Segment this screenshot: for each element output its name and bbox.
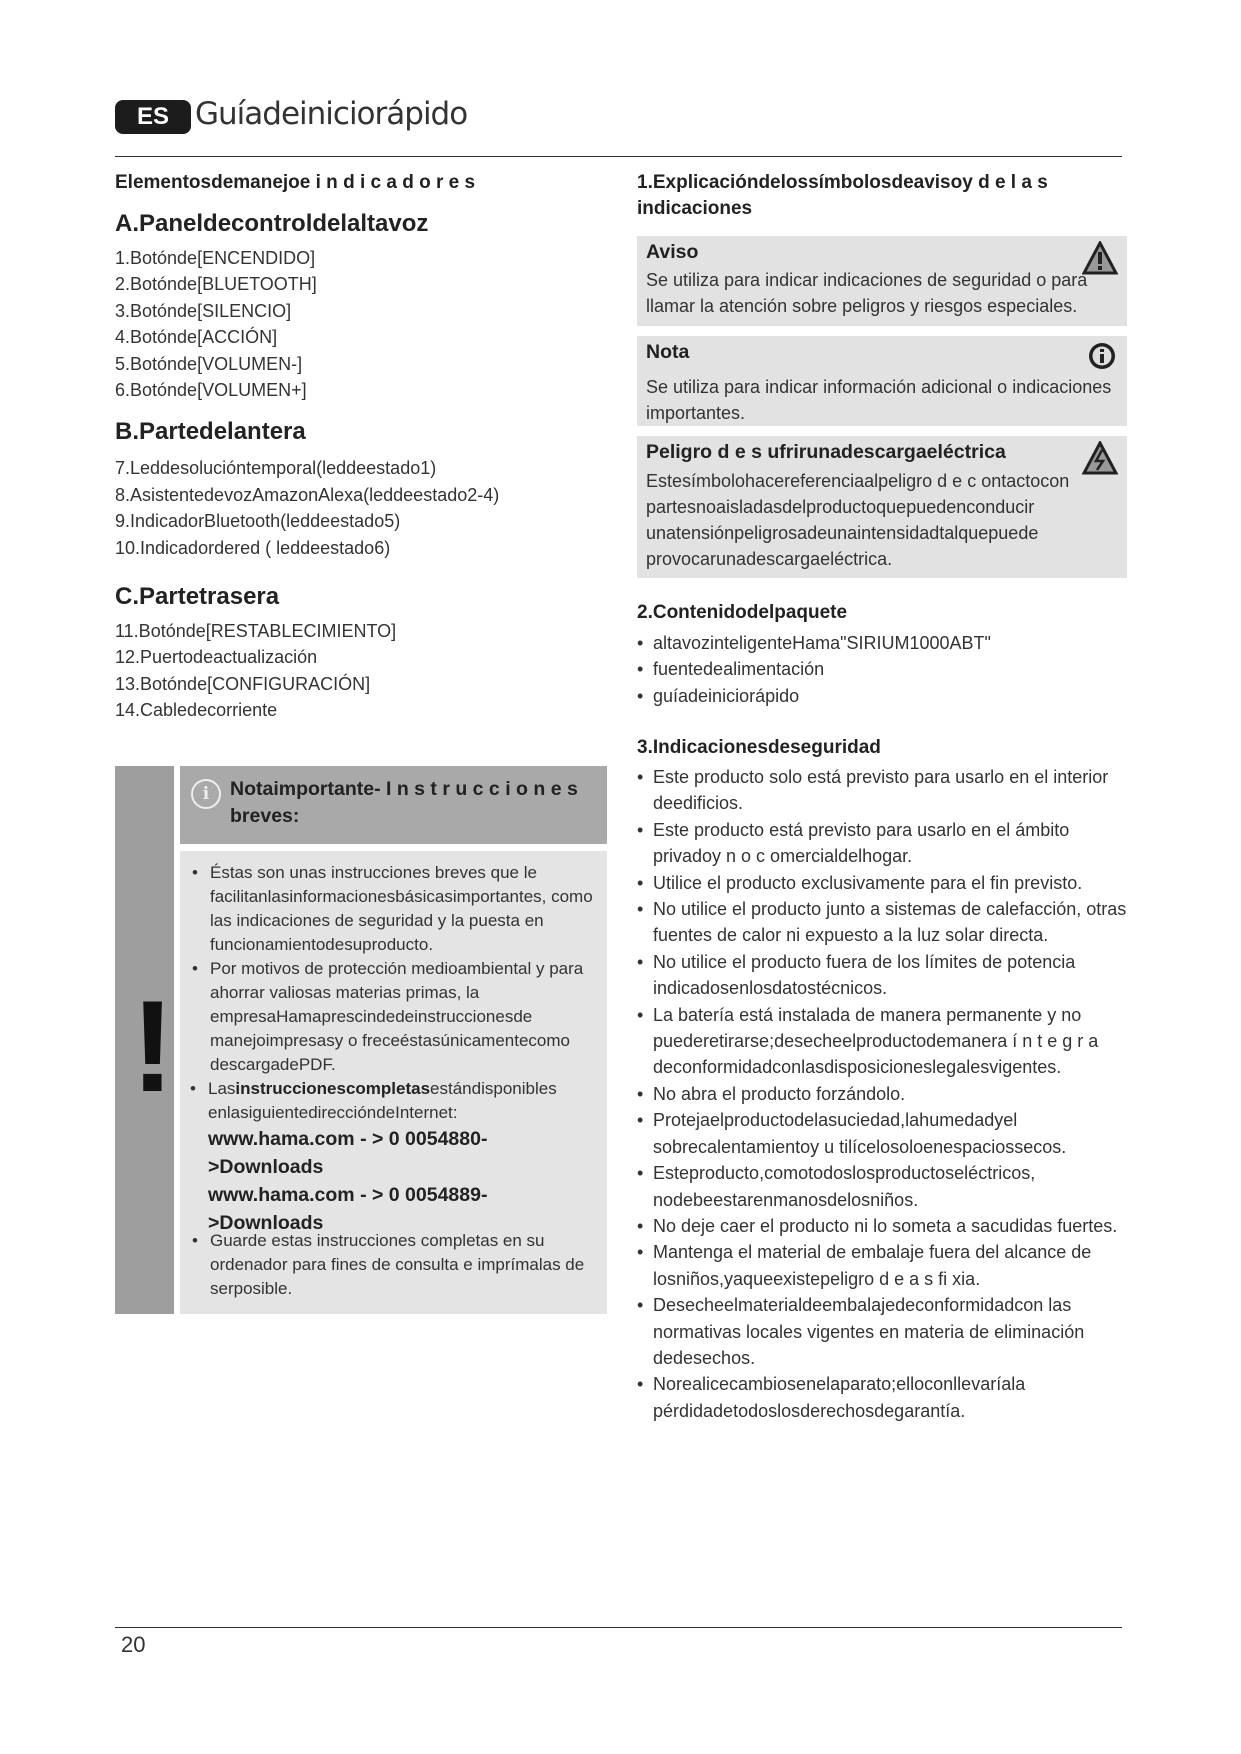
info-icon: i	[191, 779, 221, 809]
section-b-list	[115, 455, 615, 561]
list-item: 6.Botónde[VOLUMEN+]	[115, 380, 307, 401]
note-side-bar	[115, 766, 174, 1314]
list-item: • Protejaelproductodelasuciedad,lahumedadyel sobrecalentamientoy u tilícelosoloenespaciossecos.	[637, 1110, 1067, 1157]
bullet-icon: •	[190, 1079, 196, 1098]
list-item: 12.Puertodeactualización	[115, 647, 318, 668]
note-bullet: • Por motivos de protección medioambiental y para ahorrar valiosas materias primas, la empresaHamaprescindedeinstruccionesde manejoimpresasy o freceéstasúnicamentecomo descargadePDF.	[192, 959, 584, 1074]
list-item: • No abra el producto forzándolo.	[637, 1083, 906, 1104]
list-item: • Este producto está previsto para usarlo en el ámbito privadoy n o c omercialdelhogar.	[637, 819, 1070, 867]
section-3-title: 3.Indicacionesdeseguridad	[637, 737, 881, 758]
section-a-list	[115, 245, 615, 403]
note-bullet: • Éstas son unas instrucciones breves que le facilitanlasinformacionesbásicasimportantes, como las indicaciones de seguridad y la puesta en funcionamientodesuproducto.	[192, 863, 593, 954]
section-c-list	[115, 618, 615, 724]
note-title: Notaimportante- I n s t r u c c i o n e s breves:	[230, 778, 578, 827]
list-item: • guíadeiniciorápido	[637, 685, 800, 706]
note-bullet: • Guarde estas instrucciones completas en su ordenador para fines de consulta e imprímalas de serposible.	[192, 1231, 585, 1298]
list-item: 14.Cabledecorriente	[115, 700, 278, 721]
page-title: Guíadeiniciorápido	[195, 96, 468, 132]
bullet-icon: •	[192, 959, 198, 978]
list-item: • fuentedealimentación	[637, 659, 825, 680]
list-item: • Norealicecambiosenelaparato;elloconllevaríala pérdidadetodoslosderechosdegarantía.	[637, 1374, 1026, 1421]
list-item: 2.Botónde[BLUETOOTH]	[115, 274, 317, 295]
bullet-icon: •	[192, 863, 198, 882]
list-item: 9.IndicadorBluetooth(leddeestado5)	[115, 511, 401, 532]
peligro-title: Peligro d e s ufrirunadescargaeléctrica	[646, 441, 1006, 463]
section-a-title: A.Paneldecontroldelaltavoz	[115, 210, 429, 237]
page-number: 20	[121, 1632, 146, 1657]
exclamation-icon: !	[131, 973, 175, 1119]
list-item: • Utilice el producto exclusivamente para el fin previsto.	[637, 872, 1083, 893]
list-item: 11.Botónde[RESTABLECIMIENTO]	[115, 621, 397, 642]
controls-heading: Elementosdemanejoe i n d i c a d o r e s	[115, 172, 476, 193]
list-item: 13.Botónde[CONFIGURACIÓN]	[115, 673, 371, 694]
download-link[interactable]: www.hama.com - > 0 0054880->Downloads	[208, 1128, 488, 1178]
safety-list	[637, 764, 1127, 1424]
important-note-box	[115, 766, 607, 1314]
section-c-title: C.Partetrasera	[115, 583, 280, 611]
language-badge: ES	[115, 100, 191, 134]
download-link[interactable]: www.hama.com - > 0 0054889->Downloads	[208, 1184, 488, 1234]
peligro-text: Estesímbolohacereferenciaalpeligro d e c ontactocon partesnoaisladasdelproductoquepuedenconducir unatensiónpeligrosadeunaintensidadtalquepuede provocarunadescargaeléctrica.	[646, 471, 1070, 569]
list-item: 10.Indicadordered ( leddeestado6)	[115, 537, 391, 558]
list-item: • Desecheelmaterialdeembalajedeconformidadcon las normativas locales vigentes en materia de eliminación dedesechos.	[637, 1295, 1085, 1368]
bullet-icon: •	[192, 1231, 198, 1250]
note-body	[180, 851, 607, 1314]
list-item: • No utilice el producto junto a sistemas de calefacción, otras fuentes de calor ni expuesto a la luz solar directa.	[637, 899, 1127, 946]
left-column	[115, 170, 615, 724]
section-b-title: B.Partedelantera	[115, 418, 306, 446]
list-item: 7.Leddesolucióntemporal(leddeestado1)	[115, 458, 437, 479]
right-column	[637, 170, 1127, 1421]
page-header	[115, 96, 1122, 157]
list-item: 5.Botónde[VOLUMEN-]	[115, 353, 303, 374]
list-item: • altavozinteligenteHama"SIRIUM1000ABT"	[637, 633, 991, 653]
list-item: • No deje caer el producto ni lo someta a sacudidas fuertes.	[637, 1215, 1118, 1236]
list-item: • La batería está instalada de manera permanente y no puederetirarse;desecheelproductodemanera í n t e g r a deconformidadconlasdisposicioneslegalesvigentes.	[637, 1004, 1099, 1078]
list-item: • Esteproducto,comotodoslosproductoseléctricos, nodebeestarenmanosdelosniños.	[637, 1163, 1036, 1210]
footer-rule	[115, 1627, 1122, 1628]
peligro-box	[637, 436, 1127, 578]
section-2-title: 2.Contenidodelpaquete	[637, 602, 848, 623]
info-circle-icon	[1082, 341, 1118, 375]
list-item: 4.Botónde[ACCIÓN]	[115, 327, 278, 348]
nota-title: Nota	[646, 341, 690, 363]
aviso-text: Se utiliza para indicar indicaciones de seguridad o para llamar la atención sobre peligros y riesgos especiales.	[646, 270, 1088, 316]
list-item: 1.Botónde[ENCENDIDO]	[115, 248, 316, 268]
list-item: • Este producto solo está previsto para usarlo en el interior deedificios.	[637, 767, 1109, 814]
package-contents-list	[637, 630, 1127, 709]
list-item: • No utilice el producto fuera de los límites de potencia indicadosenlosdatostécnicos.	[637, 951, 1076, 999]
list-item: • Mantenga el material de embalaje fuera del alcance de losniños,yaqueexistepeligro d e a s fi xia.	[637, 1242, 1092, 1289]
note-bullet: • Lasinstruccionescompletasestándisponibles enlasiguientedireccióndeInternet: www.hama.com - > 0 0054880->Downloads www.hama.com - > 0 0054889->Downloads	[190, 1077, 595, 1237]
nota-box	[637, 336, 1127, 426]
aviso-title: Aviso	[646, 241, 699, 263]
note-header	[180, 766, 607, 844]
section-1-title: 1.Explicacióndelossímbolosdeavisoy d e l a s indicaciones	[637, 172, 1048, 219]
list-item: 8.AsistentedevozAmazonAlexa(leddeestado2-4)	[115, 484, 500, 505]
aviso-box	[637, 236, 1127, 326]
nota-text: Se utiliza para indicar información adicional o indicaciones importantes.	[646, 377, 1112, 423]
list-item: 3.Botónde[SILENCIO]	[115, 300, 292, 321]
